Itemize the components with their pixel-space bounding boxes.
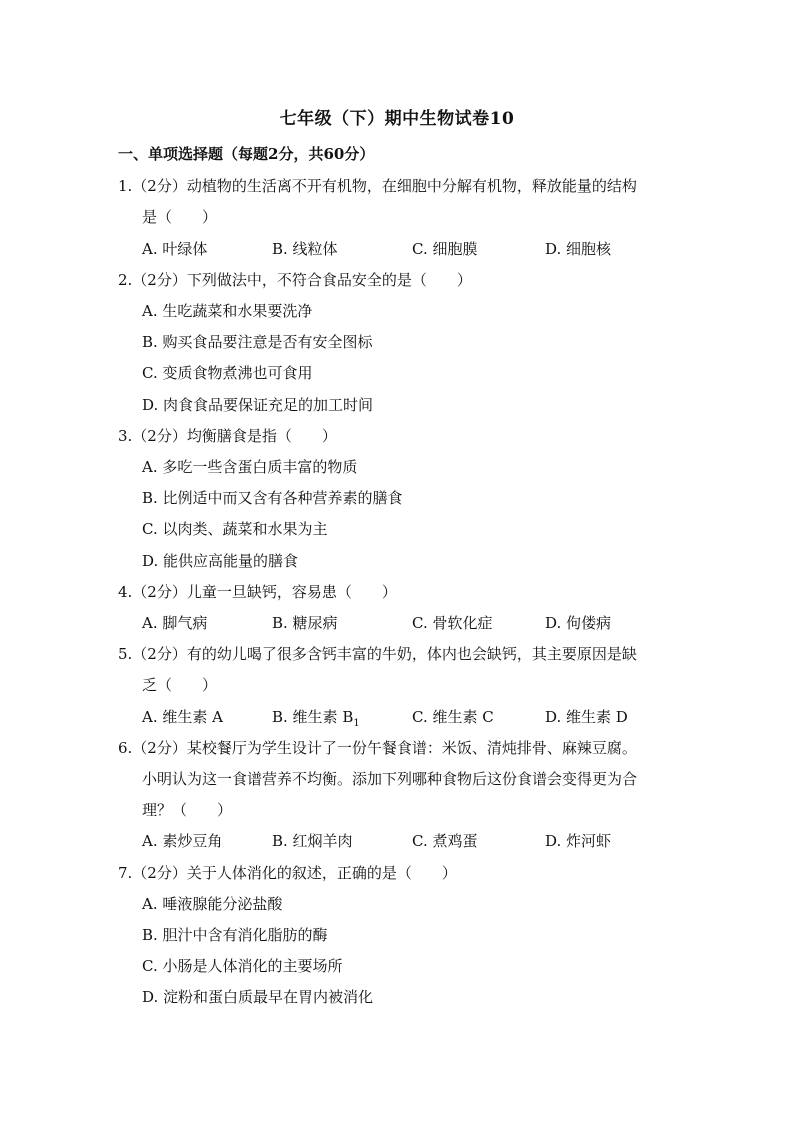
- option-a: A. 叶绿体: [142, 240, 208, 258]
- option-d: D. 肉食食品要保证充足的加工时间: [142, 396, 374, 414]
- option-d: D. 炸河虾: [545, 832, 612, 850]
- option-b: B. 红焖羊肉: [272, 832, 353, 850]
- option-d: D. 淀粉和蛋白质最早在胃内被消化: [142, 988, 374, 1006]
- option-b: B. 比例适中而又含有各种营养素的膳食: [142, 489, 403, 507]
- question-1-cont: 是（ ）: [142, 208, 218, 226]
- option-b: B. 线粒体: [272, 240, 338, 258]
- option-b-subscript: 1: [353, 718, 360, 729]
- question-4: 4.（2分）儿童一旦缺钙，容易患（ ）: [118, 583, 397, 601]
- question-1: 1.（2分）动植物的生活离不开有机物，在细胞中分解有机物，释放能量的结构: [118, 177, 637, 195]
- question-5: 5.（2分）有的幼儿喝了很多含钙丰富的牛奶，体内也会缺钙，其主要原因是缺: [118, 645, 637, 663]
- question-5-cont: 乏（ ）: [142, 676, 218, 694]
- option-a: A. 多吃一些含蛋白质丰富的物质: [142, 458, 358, 476]
- option-b: B. 购买食品要注意是否有安全图标: [142, 333, 373, 351]
- option-a: A. 脚气病: [142, 614, 208, 632]
- option-c: C. 煮鸡蛋: [412, 832, 478, 850]
- question-6-cont-2: 理？（ ）: [142, 801, 233, 819]
- option-a: A. 唾液腺能分泌盐酸: [142, 895, 283, 913]
- option-c: C. 骨软化症: [412, 614, 493, 632]
- option-a: A. 生吃蔬菜和水果要洗净: [142, 302, 313, 320]
- question-6: 6.（2分）某校餐厅为学生设计了一份午餐食谱：米饭、清炖排骨、麻辣豆腐。: [118, 739, 637, 757]
- option-c: C. 变质食物煮沸也可食用: [142, 364, 313, 382]
- option-c: C. 维生素 C: [412, 708, 494, 726]
- question-6-cont-1: 小明认为这一食谱营养不均衡。添加下列哪种食物后这份食谱会变得更为合: [142, 770, 638, 788]
- option-c: C. 细胞膜: [412, 240, 478, 258]
- option-c: C. 小肠是人体消化的主要场所: [142, 957, 343, 975]
- option-d: D. 维生素 D: [545, 708, 628, 726]
- option-a: A. 维生素 A: [142, 708, 223, 726]
- option-d: D. 佝偻病: [545, 614, 612, 632]
- page-title: 七年级（下）期中生物试卷10: [279, 109, 515, 129]
- option-c: C. 以肉类、蔬菜和水果为主: [142, 520, 328, 538]
- option-a: A. 素炒豆角: [142, 832, 223, 850]
- option-b: B. 糖尿病: [272, 614, 338, 632]
- option-b: B. 胆汁中含有消化脂肪的酶: [142, 926, 328, 944]
- option-b-text: B. 维生素 B: [272, 708, 354, 726]
- question-7: 7.（2分）关于人体消化的叙述，正确的是（ ）: [118, 864, 457, 882]
- section-heading: 一、单项选择题（每题2分，共60分）: [118, 145, 375, 163]
- option-d: D. 细胞核: [545, 240, 612, 258]
- option-b: [272, 706, 360, 729]
- option-d: D. 能供应高能量的膳食: [142, 552, 299, 570]
- question-2: 2.（2分）下列做法中，不符合食品安全的是（ ）: [118, 271, 472, 289]
- question-3: 3.（2分）均衡膳食是指（ ）: [118, 427, 337, 445]
